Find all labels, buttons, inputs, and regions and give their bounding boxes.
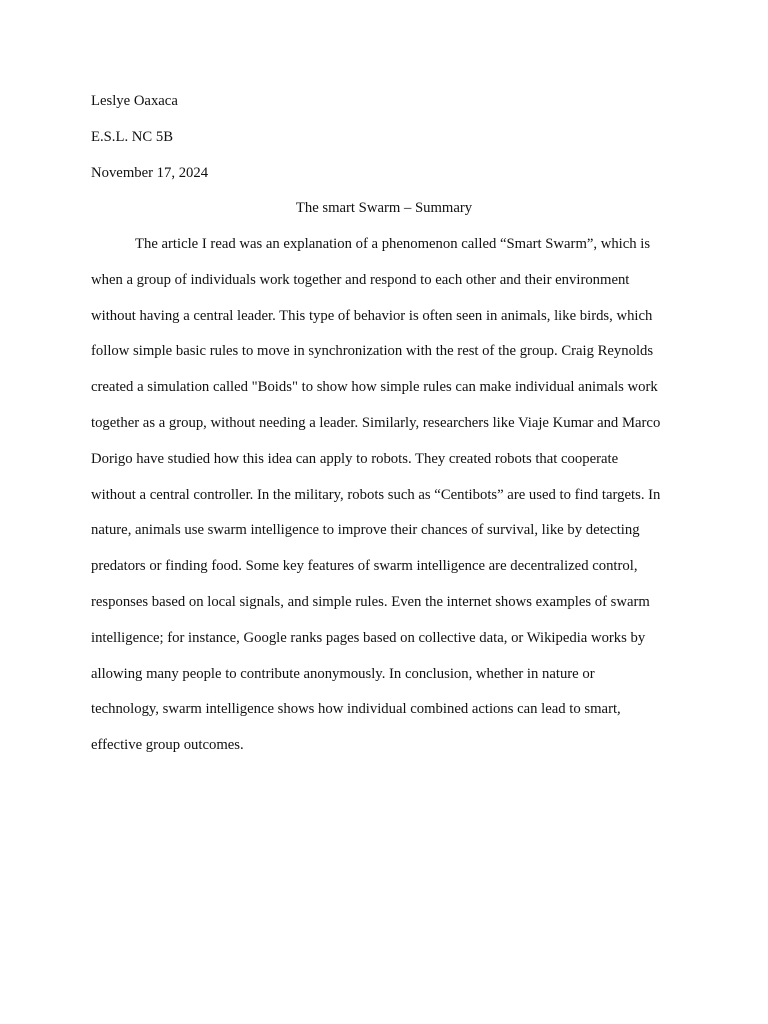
- paragraph-line: nature, animals use swarm intelligence to improve their chances of survival, like by detecting: [91, 522, 640, 539]
- paragraph-line: together as a group, without needing a leader. Similarly, researchers like Viaje Kumar and Marco: [91, 414, 661, 431]
- paragraph-line: allowing many people to contribute anonymously. In conclusion, whether in nature or: [91, 665, 595, 682]
- document-date: November 17, 2024: [91, 165, 209, 181]
- paragraph-line: without a central controller. In the military, robots such as “Centibots” are used to find targets. In: [91, 486, 661, 503]
- author-name: Leslye Oaxaca: [91, 93, 178, 109]
- paragraph-line: effective group outcomes.: [91, 737, 244, 754]
- paragraph-line: responses based on local signals, and simple rules. Even the internet shows examples of swarm: [91, 593, 650, 610]
- paragraph-line: The article I read was an explanation of a phenomenon called “Smart Swarm”, which is: [135, 236, 651, 252]
- paragraph-line: predators or finding food. Some key features of swarm intelligence are decentralized control,: [91, 558, 638, 575]
- paragraph-line: technology, swarm intelligence shows how individual combined actions can lead to smart,: [91, 701, 621, 718]
- paragraph-line: when a group of individuals work together and respond to each other and their environment: [91, 271, 630, 288]
- paragraph-line: intelligence; for instance, Google ranks pages based on collective data, or Wikipedia works by: [91, 629, 646, 646]
- paragraph-line: without having a central leader. This type of behavior is often seen in animals, like birds, which: [91, 307, 653, 324]
- paragraph-line: follow simple basic rules to move in synchronization with the rest of the group. Craig Reynolds: [91, 343, 654, 360]
- paragraph-line: Dorigo have studied how this idea can apply to robots. They created robots that cooperate: [91, 450, 619, 467]
- paragraph-line: created a simulation called "Boids" to show how simple rules can make individual animals work: [91, 379, 658, 396]
- summary-paragraph: [91, 227, 681, 764]
- course-name: E.S.L. NC 5B: [91, 129, 174, 145]
- document-title: The smart Swarm – Summary: [295, 200, 473, 216]
